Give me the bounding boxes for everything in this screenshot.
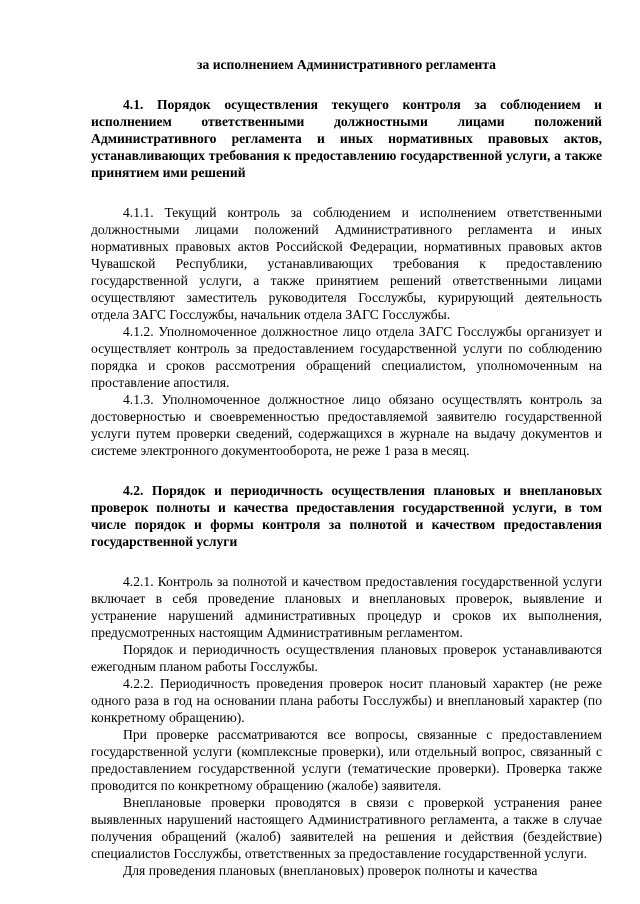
page-title: за исполнением Административного регламента: [197, 57, 496, 72]
section-4-1-heading: 4.1. Порядок осуществления текущего контроля за соблюдением и исполнением ответственными должностными лицами положений Административного регламента и иных нормативных правовых актов, устанавливающих требования к предоставлению государственной услуги, а также принятием ими решений: [91, 97, 602, 180]
paragraph-4-1-1: 4.1.1. Текущий контроль за соблюдением и исполнением ответственными должностными лицами положений Административного регламента и иных нормативных правовых актов Российской Федерации, нормативных правовых актов Чувашской Республики, устанавливающих требования к предоставлению государственной услуги, а также принятием решений ответственными лицами осуществляют заместитель руководителя Госслужбы, курирующий деятельность отдела ЗАГС Госслужбы, начальник отдела ЗАГС Госслужбы.: [91, 205, 602, 322]
paragraph-conducting-checks: Для проведения плановых (внеплановых) проверок полноты и качества: [123, 863, 538, 878]
paragraph-plan-checks: Порядок и периодичность осуществления плановых проверок устанавливаются ежегодным планом работы Госслужбы.: [91, 642, 602, 674]
section-4-2-heading: 4.2. Порядок и периодичность осуществления плановых и внеплановых проверок полноты и качества предоставления государственной услуги, в том числе порядок и формы контроля за полнотой и качеством предоставления государственной услуги: [91, 483, 602, 549]
paragraph-4-1-3: 4.1.3. Уполномоченное должностное лицо обязано осуществлять контроль за достоверностью и своевременностью предоставляемой заявителю государственной услуги путем проверки сведений, содержащихся в журнале на выдачу документов и системе электронного документооборота, не реже 1 раза в месяц.: [91, 392, 602, 458]
paragraph-4-2-1: 4.2.1. Контроль за полнотой и качеством предоставления государственной услуги включает в себя проведение плановых и внеплановых проверок, выявление и устранение нарушений административных процедур и сроков их выполнения, предусмотренных настоящим Административным регламентом.: [91, 574, 602, 640]
paragraph-check-scope: При проверке рассматриваются все вопросы, связанные с предоставлением государственной услуги (комплексные проверки), или отдельный вопрос, связанный с предоставлением государственной услуги (тематические проверки). Проверка также проводится по конкретному обращению (жалобе) заявителя.: [91, 727, 602, 793]
paragraph-unplanned-checks: Внеплановые проверки проводятся в связи с проверкой устранения ранее выявленных нарушений настоящего Административного регламента, а также в случае получения обращений (жалоб) заявителей на решения и действия (бездействие) специалистов Госслужбы, ответственных за предоставление государственной услуги.: [91, 795, 602, 861]
paragraph-4-2-2: 4.2.2. Периодичность проведения проверок носит плановый характер (не реже одного раза в год на основании плана работы Госслужбы) и внеплановый характер (по конкретному обращению).: [91, 676, 602, 725]
paragraph-4-1-2: 4.1.2. Уполномоченное должностное лицо отдела ЗАГС Госслужбы организует и осуществляет контроль за предоставлением государственной услуги по соблюдению порядка и сроков рассмотрения обращений специалистом, уполномоченным на проставление апостиля.: [91, 324, 602, 390]
